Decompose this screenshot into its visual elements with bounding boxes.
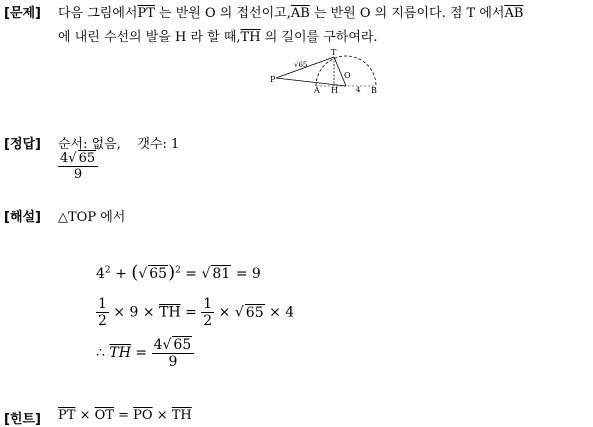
problem-text: 는 반원 O 의 지름이다. 점 T 에서 [313,6,505,21]
answer-order: 순서: 없음, [58,137,121,152]
line-po [276,78,346,86]
segment-ab: $\overline{AB}$ [504,6,524,21]
answer-label: [정답] [4,137,41,152]
problem-line-1 [58,2,523,21]
solution-intro: △TOP 에서 [58,210,126,225]
problem-line-2 [58,26,378,45]
segment-th: $\overline{TH}$ [240,30,261,45]
label-t: T [331,48,337,57]
label-h: H [331,86,338,94]
label-4: 4 [356,86,361,94]
answer-coef: 4 [60,151,69,166]
label-p: P [270,75,276,84]
problem-label: [문제] [4,6,41,21]
problem-text: 에 내린 수선의 발을 H 라 할 때, [58,30,241,45]
label-o: O [344,71,351,80]
problem-text: 는 반원 O 의 접선이고, [159,6,291,21]
answer-denominator: 9 [73,167,83,182]
solution-equation-1: $4^2$ + (√ 65)$^2$ = √ 81 = 9 [96,262,261,283]
hint-equation: $\overline{PT} \times \overline{OT} = \overline{PO} \times \overline{TH}$ [58,408,192,423]
answer-radicand: 65 [78,151,96,166]
segment-ab: $\overline{AB}$ [290,6,310,21]
label-sqrt65: √65 [294,61,308,69]
answer-value: $\frac{4√ 65}{9}$ [58,150,98,182]
solution-equation-3: ∴ $\overline{TH}$ = $\frac{4√ 65}{9}$ [96,336,194,370]
segment-pt: $\overline{PT}$ [137,6,155,21]
problem-text: 다음 그림에서 [58,6,138,21]
label-b: B [371,86,377,94]
label-a: A [314,86,320,94]
problem-text: 의 길이를 구하여라. [264,30,378,45]
geometry-figure [268,48,386,94]
solution-equation-2: $\frac{1}{2}$ × $9 \times \overline{TH}$ = $\frac{1}{2}$ × √ 65 × 4 [98,296,295,329]
hint-label: [힌트] [4,412,41,427]
answer-count: 갯수: 1 [137,137,180,152]
solution-label: [해설] [4,210,41,225]
